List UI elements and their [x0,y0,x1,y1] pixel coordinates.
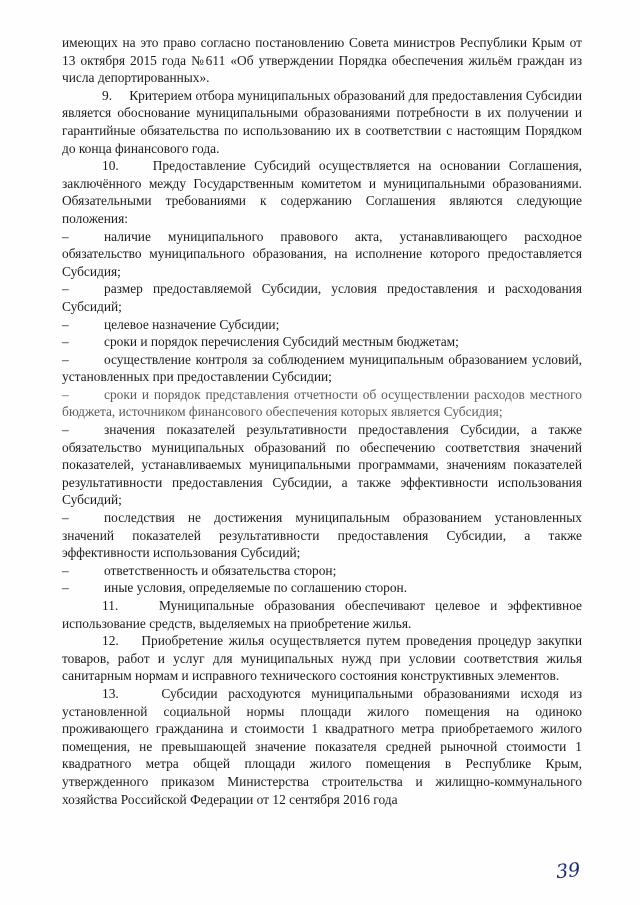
paragraph: 12. Приобретение жилья осуществляется путем проведения процедур закупки товаров, работ и услуг для муниципальных нужд при условии соответствия жилья санитарным нормам и исправного технического состояния конструктивных элементов. [62,633,582,684]
list-item-text: иные условия, определяемые по соглашению сторон. [104,580,408,596]
list-item-text: последствия не достижения муниципальным образованием установленных значений показателей результативности предоставления Субсидии, а также эффективности использования Субсидий; [62,510,582,561]
list-item-text: сроки и порядок перечисления Субсидий местным бюджетам; [104,334,459,350]
paragraph: имеющих на это право согласно постановлению Совета министров Республики Крым от 13 октября 2015 года №611 «Об утверждении Порядка обеспечения жильём граждан из числа депортированных». [62,35,582,86]
list-dash: – [62,281,69,297]
list-item [62,316,582,334]
list-item-text: ответственность и обязательства сторон; [104,562,337,578]
list-item [62,562,582,580]
paragraph: 11. Муниципальные образования обеспечивают целевое и эффективное использование средств, выделяемых на приобретение жилья. [62,598,582,631]
list-dash: – [62,316,69,332]
list-item [62,386,582,421]
list-item-text: наличие муниципального правового акта, устанавливающего расходное обязательство муниципального образования, на исполнение которого предоставляется Субсидия; [62,228,582,279]
list-item [62,280,582,315]
list-item [62,421,582,509]
list-item-text: целевое назначение Субсидии; [104,316,280,332]
paragraph: 13. Субсидии расходуются муниципальными образованиями исходя из установленной социальной нормы площади жилого помещения на одиноко проживающего гражданина и стоимости 1 квадратного метра приобретаемого жилого помещения, не превышающей значение показателя средней рыночной стоимости 1 квадратного метра общей площади жилого помещения в Республике Крым, утвержденного приказом Министерства строительства и жилищно-коммунального хозяйства Российской Федерации от 12 сентября 2016 года [62,685,582,807]
paragraph: 10. Предоставление Субсидий осуществляется на основании Соглашения, заключённого между Государственным комитетом и муниципальными образованиями. Обязательными требованиями к содержанию Соглашения являются следующие положения: [62,158,582,226]
list-item [62,509,582,562]
list-dash: – [62,386,69,402]
list-item-text: осуществление контроля за соблюдением муниципальным образованием условий, установленных при предоставлении Субсидии; [62,351,582,385]
list-item [62,228,582,281]
list-dash: – [62,228,69,244]
paragraph: 9. Критерием отбора муниципальных образований для предоставления Субсидии является обоснование муниципальными образованиями потребности в их получении и гарантийные обязательства по использованию их в соответствии с настоящим Порядком до конца финансового года. [62,87,582,156]
list-dash: – [62,334,69,350]
list-item [62,351,582,386]
handwritten-page-number: 39 [554,858,582,884]
list-item [62,333,582,351]
list-dash: – [62,510,69,526]
list-dash: – [62,562,69,578]
list-dash: – [62,351,69,367]
list-dash: – [62,422,69,438]
list-dash: – [62,580,69,596]
list-item-text: сроки и порядок представления отчетности об осуществлении расходов местного бюджета, источником финансового обеспечения которых является Субсидия; [62,386,582,420]
list-item [62,579,582,597]
list-item-text: значения показателей результативности предоставления Субсидии, а также обязательство муниципальных образований по обеспечению соответствия значений показателей, устанавливаемых муниципальными программами, значениям показателей результативности предоставления Субсидии, а также эффективности использования Субсидий; [62,422,582,508]
document-body [62,34,582,808]
list-item-text: размер предоставляемой Субсидии, условия предоставления и расходования Субсидий; [62,281,582,314]
